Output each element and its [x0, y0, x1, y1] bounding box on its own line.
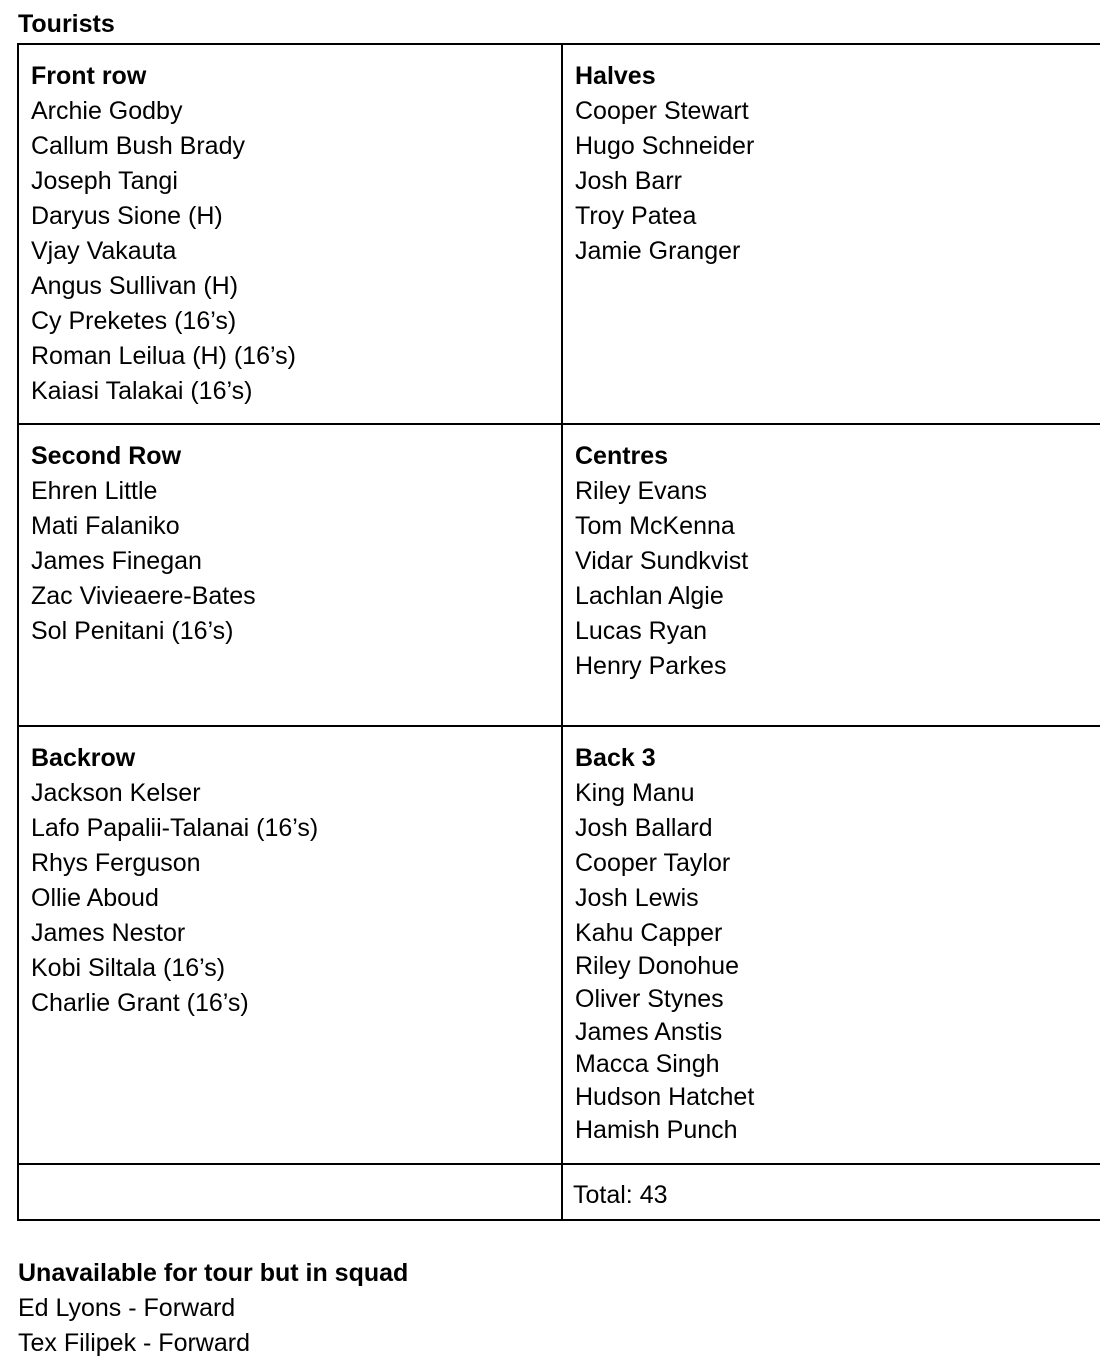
- player-name: Jamie Granger: [575, 237, 741, 265]
- player-name: Callum Bush Brady: [31, 132, 245, 160]
- player-name: Roman Leilua (H) (16’s): [31, 342, 296, 370]
- player-name: Archie Godby: [31, 97, 183, 125]
- document-title: Tourists: [18, 10, 115, 38]
- empty-cell: [18, 1164, 562, 1220]
- player-name: Lachlan Algie: [575, 582, 724, 610]
- player-name: James Nestor: [31, 919, 186, 947]
- player-name: Riley Evans: [575, 477, 707, 505]
- player-name: Vidar Sundkvist: [575, 547, 749, 575]
- player-name: Henry Parkes: [575, 652, 727, 680]
- table-row: [18, 726, 1100, 1164]
- player-name: Joseph Tangi: [31, 167, 178, 195]
- player-name: Kaiasi Talakai (16’s): [31, 377, 253, 405]
- player-name: King Manu: [575, 779, 695, 807]
- table-row: [18, 44, 1100, 424]
- player-name: Josh Lewis: [575, 884, 699, 912]
- player-name: Lafo Papalii-Talanai (16’s): [31, 814, 319, 842]
- squad-table: [17, 43, 1100, 1221]
- halves-heading: Halves: [575, 62, 656, 90]
- second-row-cell: [18, 424, 562, 726]
- unavailable-player: Ed Lyons - Forward: [18, 1294, 236, 1322]
- front-row-heading: Front row: [31, 62, 147, 90]
- player-name: Daryus Sione (H): [31, 202, 223, 230]
- player-name: Mati Falaniko: [31, 512, 180, 540]
- total-cell: [562, 1164, 1100, 1220]
- player-name: Ehren Little: [31, 477, 158, 505]
- centres-heading: Centres: [575, 442, 669, 470]
- player-name: Tom McKenna: [575, 512, 735, 540]
- player-name: Charlie Grant (16’s): [31, 989, 249, 1017]
- player-name: Josh Barr: [575, 167, 682, 195]
- player-name: Cy Preketes (16’s): [31, 307, 237, 335]
- front-row-cell: [18, 44, 562, 424]
- back-3-cell: [562, 726, 1100, 1164]
- back-3-heading: Back 3: [575, 744, 656, 772]
- player-name: Oliver Stynes: [575, 984, 724, 1013]
- second-row-heading: Second Row: [31, 442, 182, 470]
- player-name: Zac Vivieaere-Bates: [31, 582, 256, 610]
- player-name: Vjay Vakauta: [31, 237, 177, 265]
- player-name: Lucas Ryan: [575, 617, 708, 645]
- unavailable-heading: Unavailable for tour but in squad: [18, 1259, 409, 1287]
- player-name: Riley Donohue: [575, 952, 739, 980]
- halves-cell: [562, 44, 1100, 424]
- table-row: [18, 1164, 1100, 1220]
- player-name: Cooper Stewart: [575, 97, 749, 125]
- backrow-cell: [18, 726, 562, 1164]
- centres-cell: [562, 424, 1100, 726]
- player-name: Kobi Siltala (16’s): [31, 954, 226, 982]
- player-name: Macca Singh: [575, 1050, 720, 1078]
- player-name: James Anstis: [575, 1017, 723, 1046]
- player-name: Angus Sullivan (H): [31, 272, 239, 300]
- player-name: Hugo Schneider: [575, 132, 755, 160]
- player-name: Kahu Capper: [575, 919, 723, 947]
- table-row: [18, 424, 1100, 726]
- total-count: Total: 43: [573, 1181, 668, 1209]
- unavailable-section: [18, 1256, 408, 1361]
- player-name: Hamish Punch: [575, 1115, 738, 1144]
- player-name: Rhys Ferguson: [31, 849, 201, 877]
- player-name: Jackson Kelser: [31, 779, 201, 807]
- player-name: Troy Patea: [575, 202, 697, 230]
- backrow-heading: Backrow: [31, 744, 136, 772]
- player-name: Josh Ballard: [575, 814, 713, 842]
- player-name: Hudson Hatchet: [575, 1083, 755, 1111]
- player-name: James Finegan: [31, 547, 202, 575]
- unavailable-player: Tex Filipek - Forward: [18, 1329, 250, 1357]
- player-name: Cooper Taylor: [575, 849, 731, 877]
- player-name: Sol Penitani (16’s): [31, 617, 234, 645]
- player-name: Ollie Aboud: [31, 884, 159, 912]
